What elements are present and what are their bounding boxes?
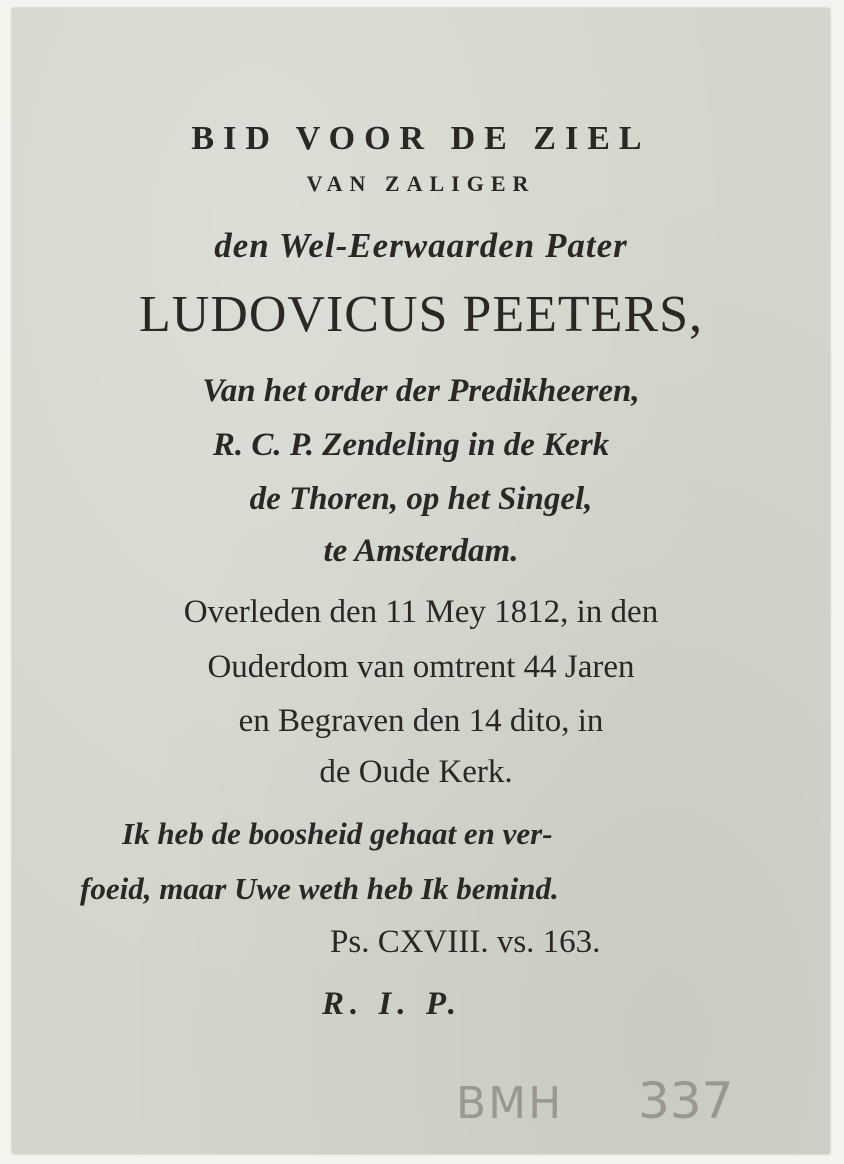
title-line: den Wel-Eerwaarden Pater xyxy=(214,226,628,265)
closing-rip: R. I. P. xyxy=(322,986,463,1022)
order-line-4: te Amsterdam. xyxy=(323,533,519,569)
order-line-2: R. C. P. Zendeling in de Kerk xyxy=(212,427,610,463)
verse-line-2: foeid, maar Uwe weth heb Ik bemind. xyxy=(80,871,559,906)
order-line-1: Van het order der Predikheeren, xyxy=(202,373,640,409)
death-line-1: Overleden den 11 Mey 1812, in den xyxy=(183,594,659,630)
death-line-2: Ouderdom van omtrent 44 Jaren xyxy=(207,649,635,685)
heading-line-1: BID VOOR DE ZIEL xyxy=(191,120,651,157)
death-line-4: de Oude Kerk. xyxy=(319,754,513,790)
psalm-reference: Ps. CXVIII. vs. 163. xyxy=(330,924,601,960)
devotional-card xyxy=(12,8,830,1154)
pencil-note-right: 337 xyxy=(638,1072,734,1130)
death-line-3: en Begraven den 14 dito, in xyxy=(238,703,604,739)
deceased-name: LUDOVICUS PEETERS, xyxy=(138,286,704,343)
verse-line-1: Ik heb de boosheid gehaat en ver- xyxy=(122,816,553,851)
pencil-note-left: BMH xyxy=(456,1078,564,1129)
heading-line-2: VAN ZALIGER xyxy=(306,171,536,196)
order-line-3: de Thoren, op het Singel, xyxy=(249,481,593,517)
